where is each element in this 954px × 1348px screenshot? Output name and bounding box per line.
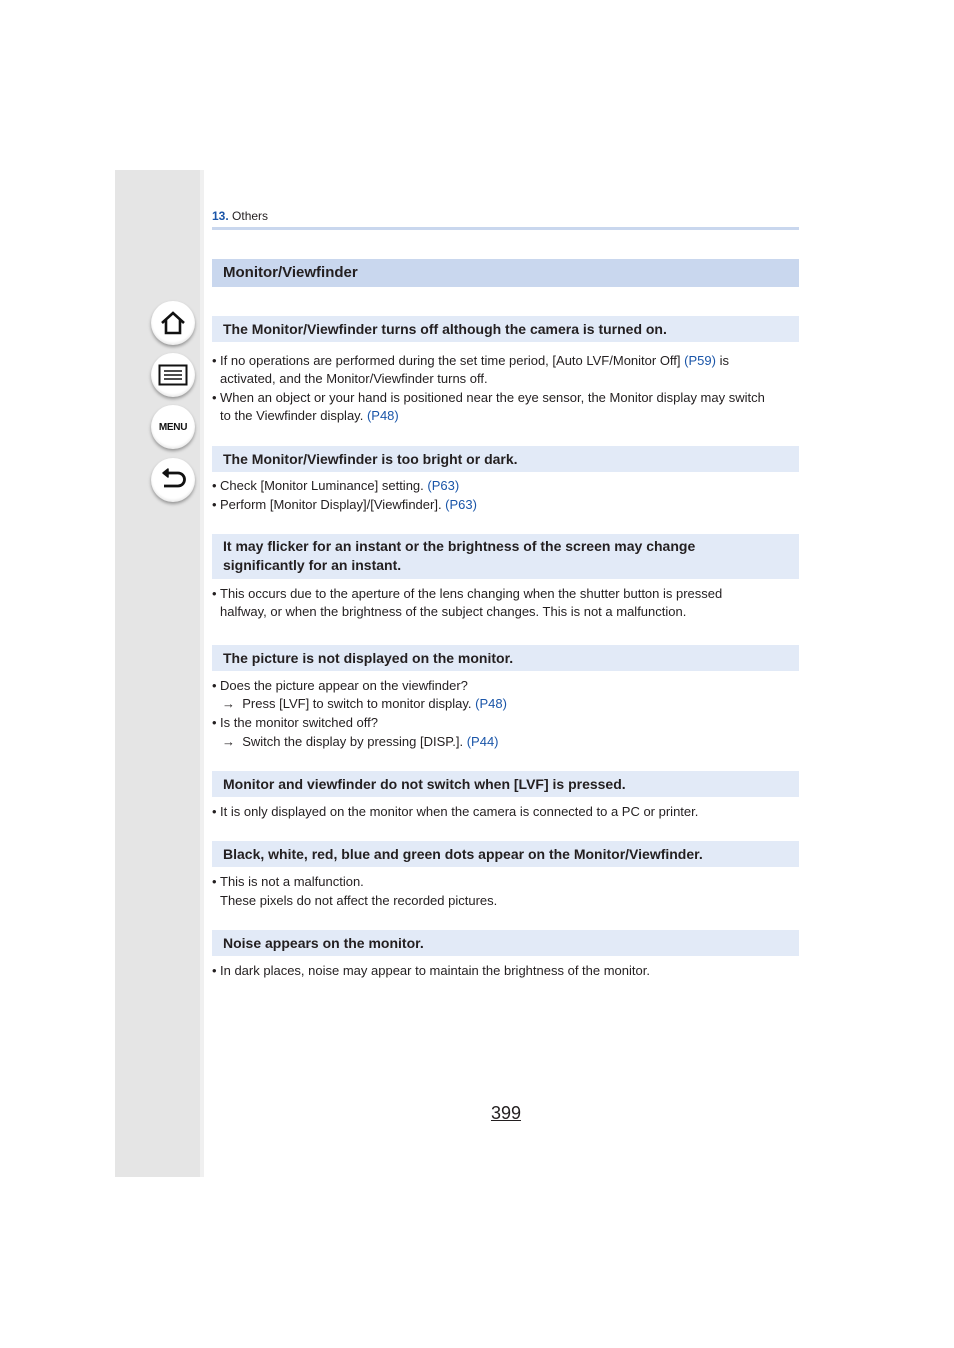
- page-link[interactable]: (P59): [684, 353, 716, 368]
- topic-heading: Black, white, red, blue and green dots appear on the Monitor/Viewfinder.: [212, 841, 799, 867]
- bullet-text: This occurs due to the aperture of the lens changing when the shutter button is pressed: [220, 586, 723, 601]
- arrow-icon: →: [222, 696, 235, 711]
- menu-icon: MENU: [158, 421, 188, 433]
- bullet-text: In dark places, noise may appear to maintain the brightness of the monitor.: [220, 963, 650, 978]
- bullet-text: If no operations are performed during the set time period, [Auto LVF/Monitor Off] (P59) is: [220, 353, 729, 368]
- home-button[interactable]: [151, 301, 195, 345]
- bullet: •: [212, 678, 217, 693]
- topic-heading: The Monitor/Viewfinder is too bright or dark.: [212, 446, 799, 472]
- topic-heading: Monitor and viewfinder do not switch when [LVF] is pressed.: [212, 771, 799, 797]
- bullet: •: [212, 963, 217, 978]
- page-link[interactable]: (P44): [466, 734, 499, 749]
- bullet: •: [212, 390, 217, 405]
- bullet: •: [212, 874, 217, 889]
- header-rule: [212, 227, 799, 230]
- list-icon: [158, 364, 188, 386]
- page-link[interactable]: (P48): [475, 696, 507, 711]
- bullet-text: These pixels do not affect the recorded pictures.: [220, 893, 498, 908]
- answer-line: → Switch the display by pressing [DISP.]. (P44): [222, 734, 499, 749]
- bullet: •: [212, 804, 217, 819]
- contents-button[interactable]: [151, 353, 195, 397]
- bullet-text: to the Viewfinder display. (P48): [220, 408, 399, 423]
- topic-heading: Noise appears on the monitor.: [212, 930, 799, 956]
- page-link[interactable]: (P63): [427, 478, 460, 493]
- page-number: 399: [490, 1103, 522, 1123]
- bullet: •: [212, 497, 217, 512]
- topic-heading: [212, 534, 799, 579]
- bullet: •: [212, 353, 217, 368]
- bullet-text: halfway, or when the brightness of the subject changes. This is not a malfunction.: [220, 604, 687, 619]
- page-link[interactable]: (P48): [366, 408, 399, 423]
- topic-heading: The picture is not displayed on the monitor.: [212, 645, 799, 671]
- bullet-text: activated, and the Monitor/Viewfinder turns off.: [220, 371, 488, 386]
- bullet-text: Is the monitor switched off?: [220, 715, 379, 730]
- topic-heading: The Monitor/Viewfinder turns off although the camera is turned on.: [212, 316, 799, 342]
- home-icon: [159, 310, 187, 336]
- bullet-text: This is not a malfunction.: [220, 874, 364, 889]
- arrow-icon: →: [222, 734, 235, 749]
- topic-heading-line: significantly for an instant.: [223, 557, 402, 573]
- breadcrumb: [212, 209, 268, 223]
- bullet-text: When an object or your hand is positioned near the eye sensor, the Monitor display may switch: [220, 390, 765, 405]
- back-arrow-icon: [159, 468, 187, 492]
- bullet-text: Perform [Monitor Display]/[Viewfinder]. (P63): [220, 497, 477, 512]
- topic-heading-line: It may flicker for an instant or the brightness of the screen may change: [223, 538, 696, 554]
- back-button[interactable]: [151, 458, 195, 502]
- bullet: •: [212, 586, 217, 601]
- bullet-text: Does the picture appear on the viewfinder?: [220, 678, 468, 693]
- sidebar-edge: [200, 170, 204, 1177]
- bullet: •: [212, 478, 217, 493]
- bullet: •: [212, 715, 217, 730]
- chapter-number: 13.: [212, 209, 229, 223]
- answer-line: → Press [LVF] to switch to monitor display. (P48): [222, 696, 507, 711]
- bullet-text: It is only displayed on the monitor when the camera is connected to a PC or printer.: [220, 804, 699, 819]
- menu-button[interactable]: [151, 405, 195, 449]
- section-title: Monitor/Viewfinder: [212, 259, 799, 287]
- page-link[interactable]: (P63): [445, 497, 477, 512]
- bullet-text: Check [Monitor Luminance] setting. (P63): [220, 478, 460, 493]
- chapter-title: Others: [232, 209, 269, 223]
